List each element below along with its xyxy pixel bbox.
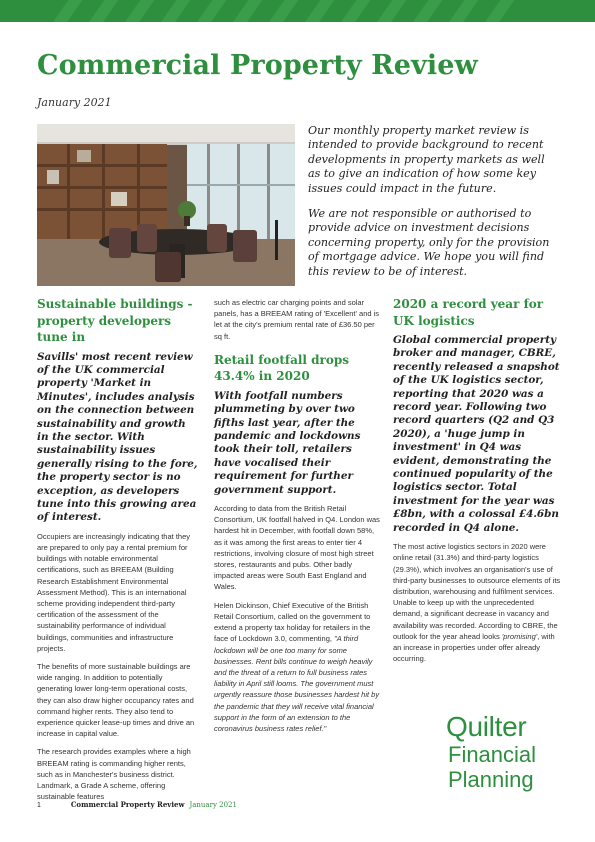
intro-paragraph-1: Our monthly property market review is intended to provide background to recent developments in property markets as well as to give an indication of how some key issues could impact in the future. xyxy=(308,124,545,195)
body-paragraph: The research provides examples where a high BREEAM rating is commanding higher rents, such as in Manchester's business district. Landmark, a Grade A scheme, offering sustainable features xyxy=(37,747,191,802)
section-heading-retail-footfall: Retail footfall drops 43.4% in 2020 xyxy=(214,352,350,384)
office-interior-photo xyxy=(37,124,295,286)
body-paragraph: The most active logistics sectors in 2020 were online retail (31.3%) and third-party logistics (29.3%), which involves an organisation's use of third-party businesses to outsource elements of its distribution, warehousing and fulfilment services. Unable to keep up with the unprecedented demand, a significant decrease in vacancy and availability was recorded. According to CBRE, the outlook for the year ahead looks 'promising', with an increase in properties under offer already occurring. xyxy=(393,542,561,664)
body-paragraph: The benefits of more sustainable buildings are wide ranging. In addition to potentially generating lower long-term operational costs, they can also draw higher occupancy rates and command higher rents. They also tend to experience quicker lease-up times and drive an increase in capital value. xyxy=(37,662,195,739)
page-title: Commercial Property Review xyxy=(37,50,478,81)
intro-paragraph-2: We are not responsible or authorised to provide advice on investment decisions concerning property, only for the provision of mortgage advice. We hope you will find this review to be of interest. xyxy=(308,207,550,278)
column-sustainable-buildings xyxy=(37,296,199,809)
page-footer xyxy=(37,800,237,809)
column-retail-footfall xyxy=(214,297,380,741)
issue-date: January 2021 xyxy=(37,96,112,109)
footer-date: January 2021 xyxy=(189,801,237,809)
body-paragraph-quote xyxy=(214,600,380,734)
body-paragraph-continued: such as electric car charging points and solar panels, has a BREEAM rating of 'Excellent' and is let at the city's premium rental rate of £36.50 per sq ft. xyxy=(214,298,380,341)
top-decorative-band xyxy=(0,0,595,22)
logo-line-3: Planning xyxy=(448,767,534,792)
logo-line-1: Quilter xyxy=(446,711,527,742)
column-uk-logistics xyxy=(393,296,563,671)
body-paragraph: Occupiers are increasingly indicating that they are prepared to only pay a rental premium for buildings with notable environmental certifications, such as BREEAM (Building Research Establishment Environmental Assessment Method). This is an international scheme providing independent third-party certification of the assessment of the sustainability performance of individual buildings, communities and infrastructure projects. xyxy=(37,531,190,653)
retail-consortium-quote: "A third lockdown will be one too many for some businesses. Rent bills continue to weigh heavily and the threat of a return to full business rates liability in April still looms. The government must urgently reassure those businesses hardest hit by the pandemic that they will receive vital financial support in the form of an extension to the coronavirus business rates relief." xyxy=(214,634,380,733)
section-heading-sustainable-buildings: Sustainable buildings - property developers tune in xyxy=(37,297,193,344)
lead-paragraph: Global commercial property broker and manager, CBRE, recently released a snapshot of the UK logistics sector, reporting that 2020 was a record year. Following two record quarters (Q2 and Q3 2020), a 'huge jump in investment' in Q4 was evident, demonstrating the continued popularity of the logistics sector. Total investment for the year was £8bn, with a colossal £4.6bn recorded in Q4 alone. xyxy=(393,334,560,534)
lead-paragraph: With footfall numbers plummeting by over two fifths last year, after the pandemic and lockdowns took their toll, retailers have vocalised their requirement for further government support. xyxy=(214,389,361,496)
quote-intro: Helen Dickinson, Chief Executive of the British Retail Consortium, called on the government to extend a property tax holiday for retailers in the face of Lockdown 3.0, commenting, xyxy=(214,600,371,644)
logo-line-2: Financial xyxy=(448,742,537,767)
body-paragraph: According to data from the British Retail Consortium, UK footfall halved in Q4. London was hardest hit in December, with footfall down 58%, as it was among the first areas to enter tier 4 restrictions, involving closure of most high street stores, restaurants and pubs. Other badly impacted areas were South East England and Wales. xyxy=(214,504,380,592)
lead-paragraph: Savills' most recent review of the UK commercial property 'Market in Minutes', includes analysis on the connection between sustainability and growth in the sector. With sustainability issues generally rising to the fore, the property sector is no exception, as developers tune into this growing area of interest. xyxy=(37,350,198,524)
quilter-financial-planning-logo xyxy=(446,712,536,792)
section-heading-uk-logistics: 2020 a record year for UK logistics xyxy=(393,297,544,328)
page-number: 1 xyxy=(37,802,41,809)
intro-text xyxy=(308,124,558,290)
footer-title: Commercial Property Review xyxy=(70,800,185,809)
